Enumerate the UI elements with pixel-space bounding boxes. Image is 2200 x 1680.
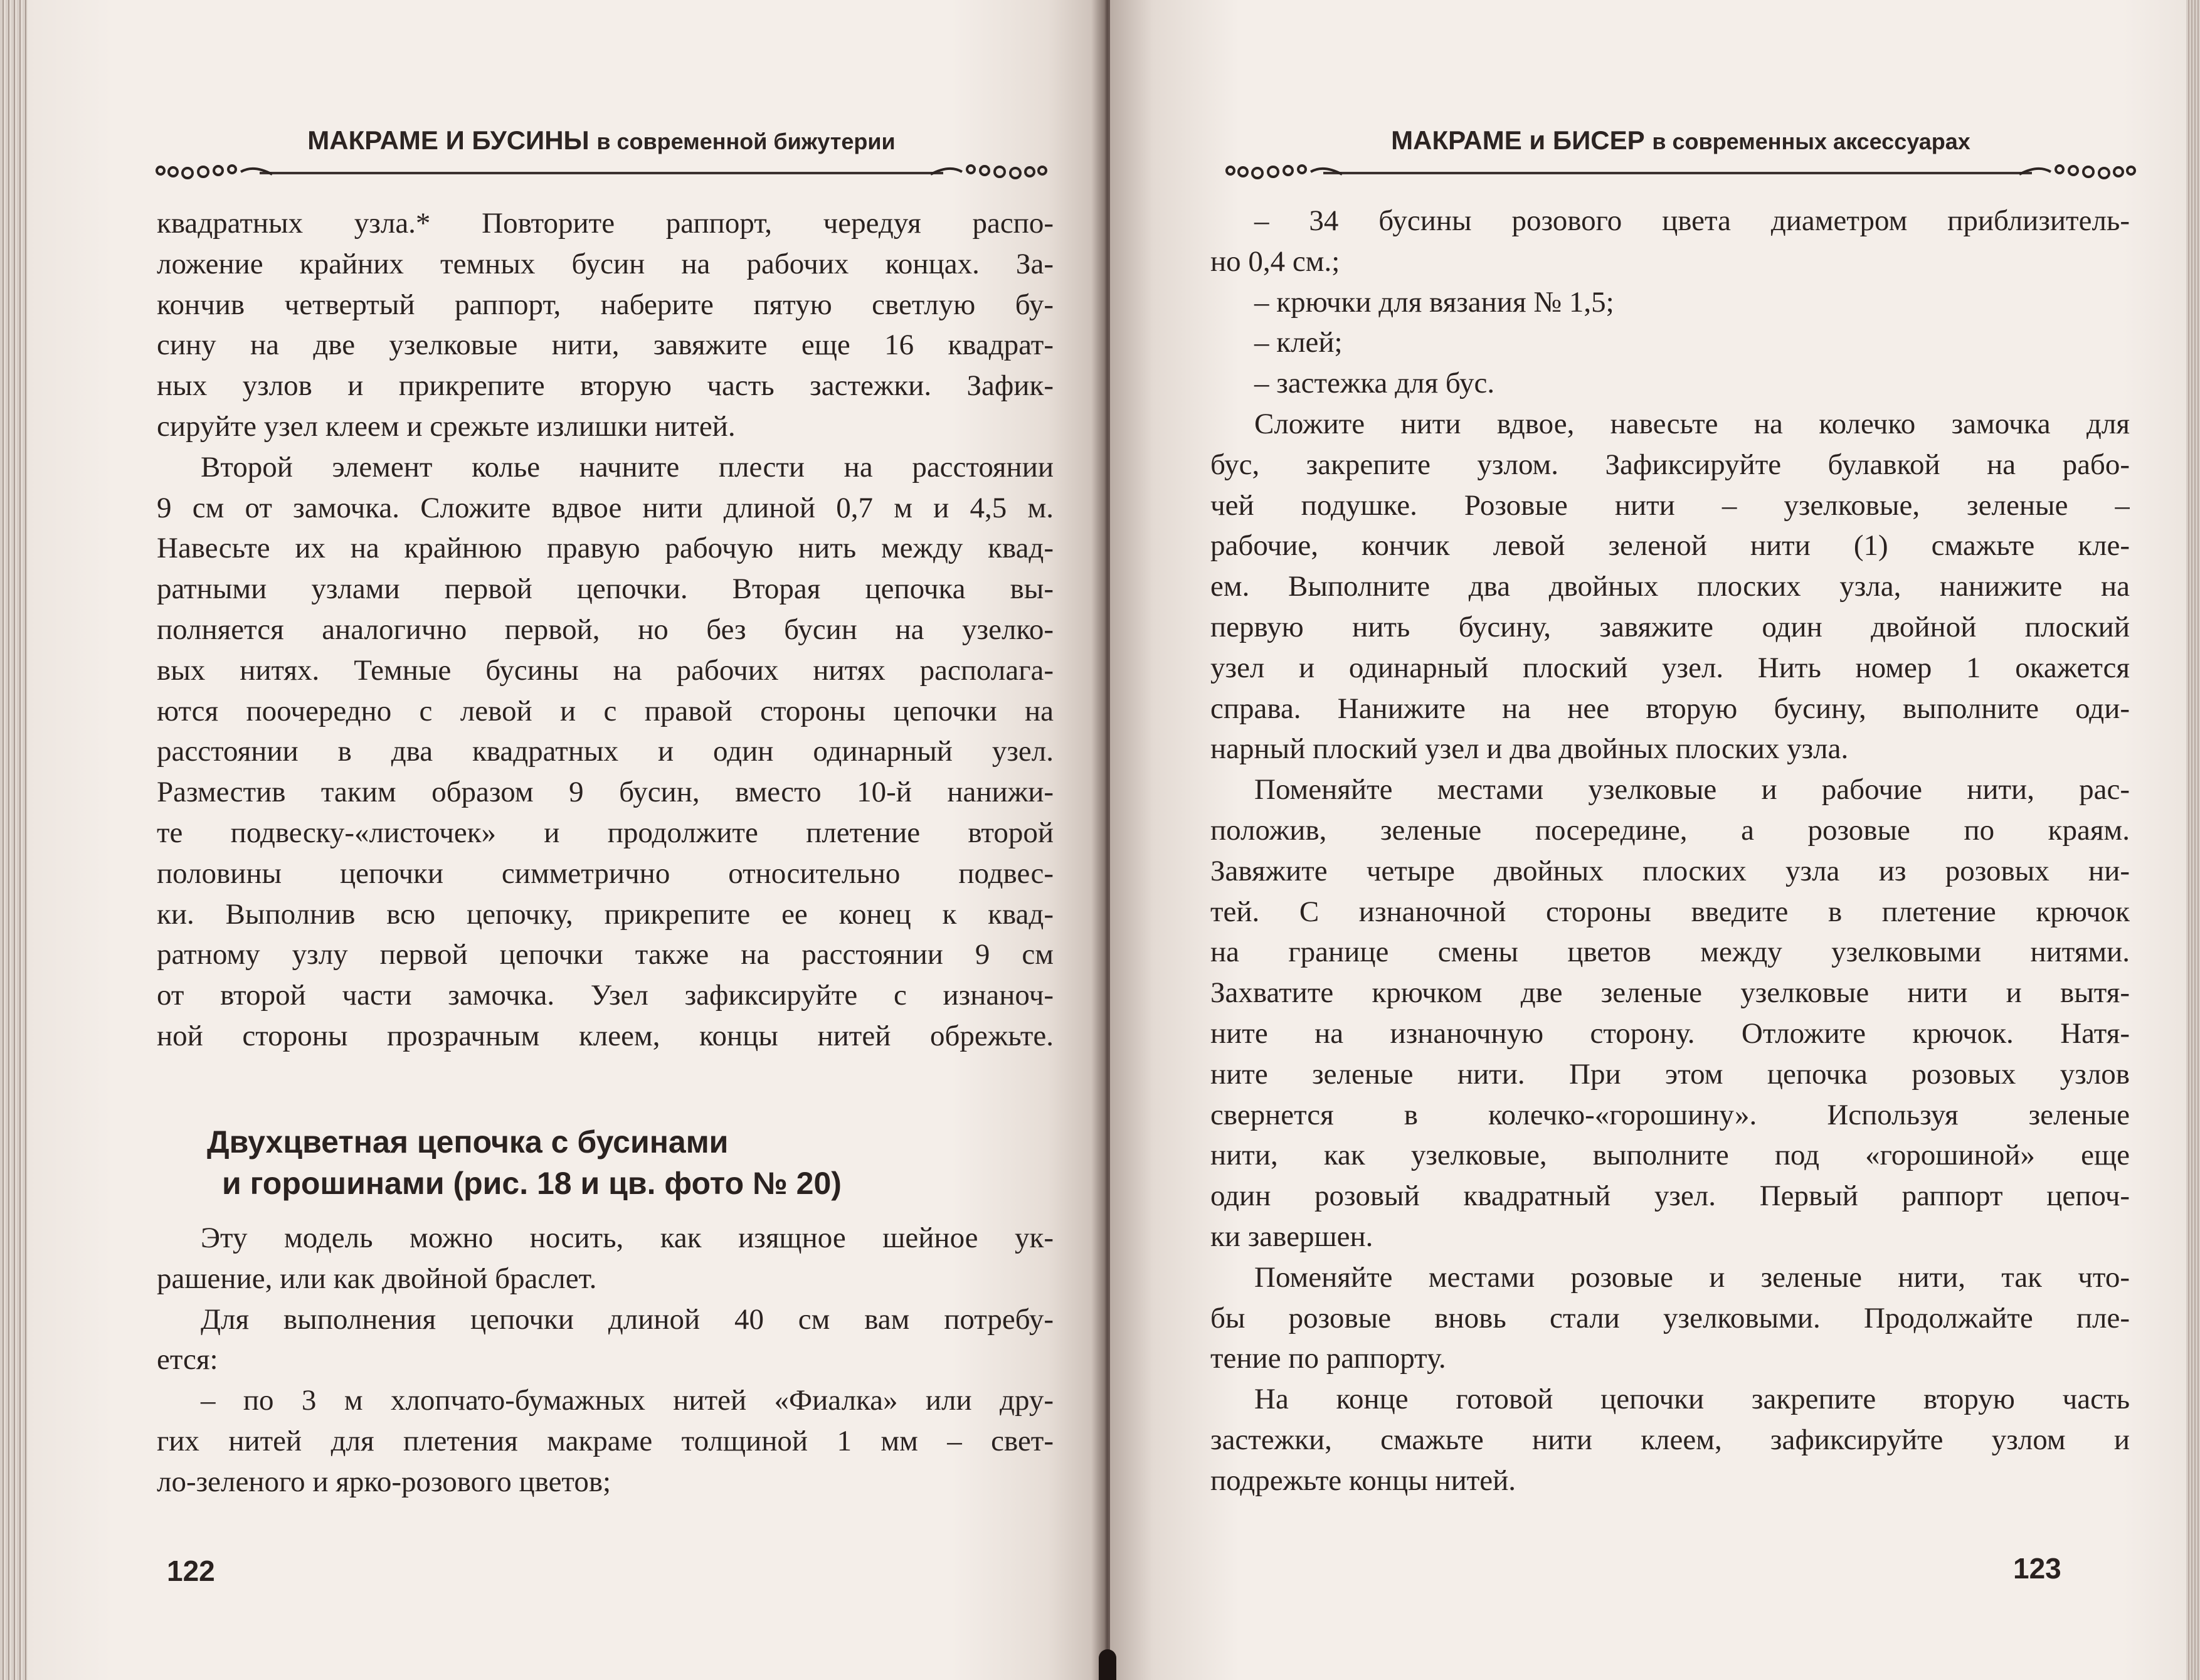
text-line: ложение крайних темных бусин на рабочих концах. За- xyxy=(157,247,1054,280)
right-page xyxy=(1110,0,2186,1680)
text-line: ются поочередно с левой и с правой стороны цепочки на xyxy=(157,694,1054,727)
scroll-ornament-icon xyxy=(2019,158,2139,183)
section-heading-line1: Двухцветная цепочка с бусинами xyxy=(207,1124,729,1160)
text-line: первую нить бусину, завяжите один двойной плоский xyxy=(1210,610,2130,643)
scroll-ornament-icon xyxy=(931,158,1050,183)
text-line: на границе смены цветов между узелковыми нитями. xyxy=(1210,936,2130,969)
text-line: квадратных узла.* Повторите раппорт, чередуя распо- xyxy=(157,207,1054,240)
text-line: Разместив таким образом 9 бусин, вместо 10-й нанижи- xyxy=(157,776,1054,809)
text-line: справа. Нанижите на нее вторую бусину, выполните оди- xyxy=(1210,692,2130,725)
text-line: от второй части замочка. Узел зафиксируйте с изнаноч- xyxy=(157,979,1054,1012)
scroll-ornament-icon xyxy=(153,158,272,183)
text-line: те подвеску-«листочек» и продолжите плетение второй xyxy=(157,816,1054,849)
text-line: тей. С изнаночной стороны введите в плетение крючок xyxy=(1210,895,2130,928)
text-line: – крючки для вязания № 1,5; xyxy=(1254,285,1614,319)
text-line: ните зеленые нити. При этом цепочка розовых узлов xyxy=(1210,1057,2130,1091)
text-line: расстоянии в два квадратных и один одинарный узел. xyxy=(157,735,1054,768)
text-line: Завяжите четыре двойных плоских узла из розовых ни- xyxy=(1210,854,2130,887)
page-edges-right xyxy=(2186,0,2200,1680)
text-line: застежки, смажьте нити клеем, зафиксируйте узлом и xyxy=(1210,1423,2130,1456)
text-line: ратными узлами первой цепочки. Вторая цепочка вы- xyxy=(157,573,1054,606)
running-head-title-bold: МАКРАМЕ И БУСИНЫ xyxy=(307,125,590,155)
section-heading-line2: и горошинами (рис. 18 и цв. фото № 20) xyxy=(222,1166,842,1201)
text-line: Навесьте их на крайнюю правую рабочую нить между квад- xyxy=(157,532,1054,565)
text-line: один розовый квадратный узел. Первый раппорт цепоч- xyxy=(1210,1180,2130,1213)
running-head-title-rest: в современных аксессуарах xyxy=(1652,129,1970,154)
text-line: половины цепочки симметрично относительно подвес- xyxy=(157,857,1054,890)
text-line: нарный плоский узел и два двойных плоских узла. xyxy=(1210,732,1849,766)
header-rule xyxy=(260,172,943,174)
text-line: ните на изнаночную сторону. Отложите крючок. Натя- xyxy=(1210,1017,2130,1050)
text-line: – 34 бусины розового цвета диаметром приблизитель- xyxy=(1254,204,2130,237)
text-line: Для выполнения цепочки длиной 40 см вам потребу- xyxy=(201,1302,1054,1336)
left-body-text xyxy=(157,203,1054,1057)
running-head-right xyxy=(1223,125,2139,188)
text-line: Сложите нити вдвое, навесьте на колечко замочка для xyxy=(1254,407,2130,440)
running-head-left xyxy=(153,125,1050,188)
text-line: – по 3 м хлопчато-бумажных нитей «Фиалка» или дру- xyxy=(201,1384,1054,1417)
page-edges-left xyxy=(0,0,28,1680)
running-head-title-rest: в современной бижутерии xyxy=(596,129,896,154)
header-rule xyxy=(1323,172,2032,174)
text-line: вых нитях. Темные бусины на рабочих нитях располага- xyxy=(157,653,1054,687)
text-line: сируйте узел клеем и срежьте излишки нитей. xyxy=(157,409,736,443)
running-head-title-bold: МАКРАМЕ и БИСЕР xyxy=(1391,125,1645,155)
text-line: но 0,4 см.; xyxy=(1210,245,1340,278)
text-line: Поменяйте местами узелковые и рабочие нити, рас- xyxy=(1254,773,2130,806)
text-line: Второй элемент колье начните плести на расстоянии xyxy=(201,450,1054,483)
text-line: кончив четвертый раппорт, наберите пятую светлую бу- xyxy=(157,288,1054,321)
text-line: нити, как узелковые, выполните под «горошиной» еще xyxy=(1210,1139,2130,1172)
page-number-right: 123 xyxy=(2013,1552,2061,1585)
text-line: ем. Выполните два двойных плоских узла, нанижите на xyxy=(1210,570,2130,603)
running-head-title xyxy=(153,125,1050,156)
text-line: рашение, или как двойной браслет. xyxy=(157,1262,597,1295)
text-line: гих нитей для плетения макраме толщиной 1 мм – свет- xyxy=(157,1424,1054,1457)
text-line: ки. Выполнив всю цепочку, прикрепите ее конец к квад- xyxy=(157,897,1054,931)
text-line: бы розовые вновь стали узелковыми. Продолжайте пле- xyxy=(1210,1301,2130,1334)
text-line: Захватите крючком две зеленые узелковые нити и вытя- xyxy=(1210,976,2130,1010)
running-head-title xyxy=(1223,125,2139,156)
text-line: ных узлов и прикрепите вторую часть застежки. Зафик- xyxy=(157,369,1054,403)
text-line: ло-зеленого и ярко-розового цветов; xyxy=(157,1465,611,1498)
text-line: узел и одинарный плоский узел. Нить номер 1 окажется xyxy=(1210,651,2130,684)
right-body-text xyxy=(1210,201,2130,1501)
text-line: рабочие, кончик левой зеленой нити (1) смажьте кле- xyxy=(1210,529,2130,563)
text-line: полняется аналогично первой, но без бусин на узелко- xyxy=(157,613,1054,646)
binding-shadow xyxy=(1099,1649,1116,1680)
text-line: 9 см от замочка. Сложите вдвое нити длиной 0,7 м и 4,5 м. xyxy=(157,491,1054,524)
text-line: ратному узлу первой цепочки также на расстоянии 9 см xyxy=(157,938,1054,971)
text-line: бус, закрепите узлом. Зафиксируйте булавкой на рабо- xyxy=(1210,448,2130,481)
text-line: свернется в колечко-«горошину». Используя зеленые xyxy=(1210,1098,2130,1131)
text-line: тение по раппорту. xyxy=(1210,1342,1446,1375)
text-line: – застежка для бус. xyxy=(1254,367,1495,400)
text-line: Эту модель можно носить, как изящное шейное ук- xyxy=(201,1222,1054,1254)
text-line: Поменяйте местами розовые и зеленые нити, так что- xyxy=(1254,1260,2130,1294)
text-line: ется: xyxy=(157,1343,218,1376)
page-number-left: 122 xyxy=(167,1555,215,1587)
scroll-ornament-icon xyxy=(1223,158,1342,183)
text-line: сину на две узелковые нити, завяжите еще 16 квадрат- xyxy=(157,329,1054,362)
text-line: – клей; xyxy=(1254,326,1343,359)
left-page xyxy=(28,0,1101,1680)
text-line: ной стороны прозрачным клеем, концы нитей обрежьте. xyxy=(157,1019,1054,1052)
text-line: чей подушке. Розовые нити – узелковые, зеленые – xyxy=(1210,489,2130,522)
text-line: подрежьте концы нитей. xyxy=(1210,1464,1516,1497)
text-line: положив, зеленые посередине, а розовые по краям. xyxy=(1210,813,2130,847)
text-line: На конце готовой цепочки закрепите вторую часть xyxy=(1254,1383,2130,1416)
left-body-text-continued xyxy=(157,1218,1054,1503)
text-line: ки завершен. xyxy=(1210,1220,1373,1253)
